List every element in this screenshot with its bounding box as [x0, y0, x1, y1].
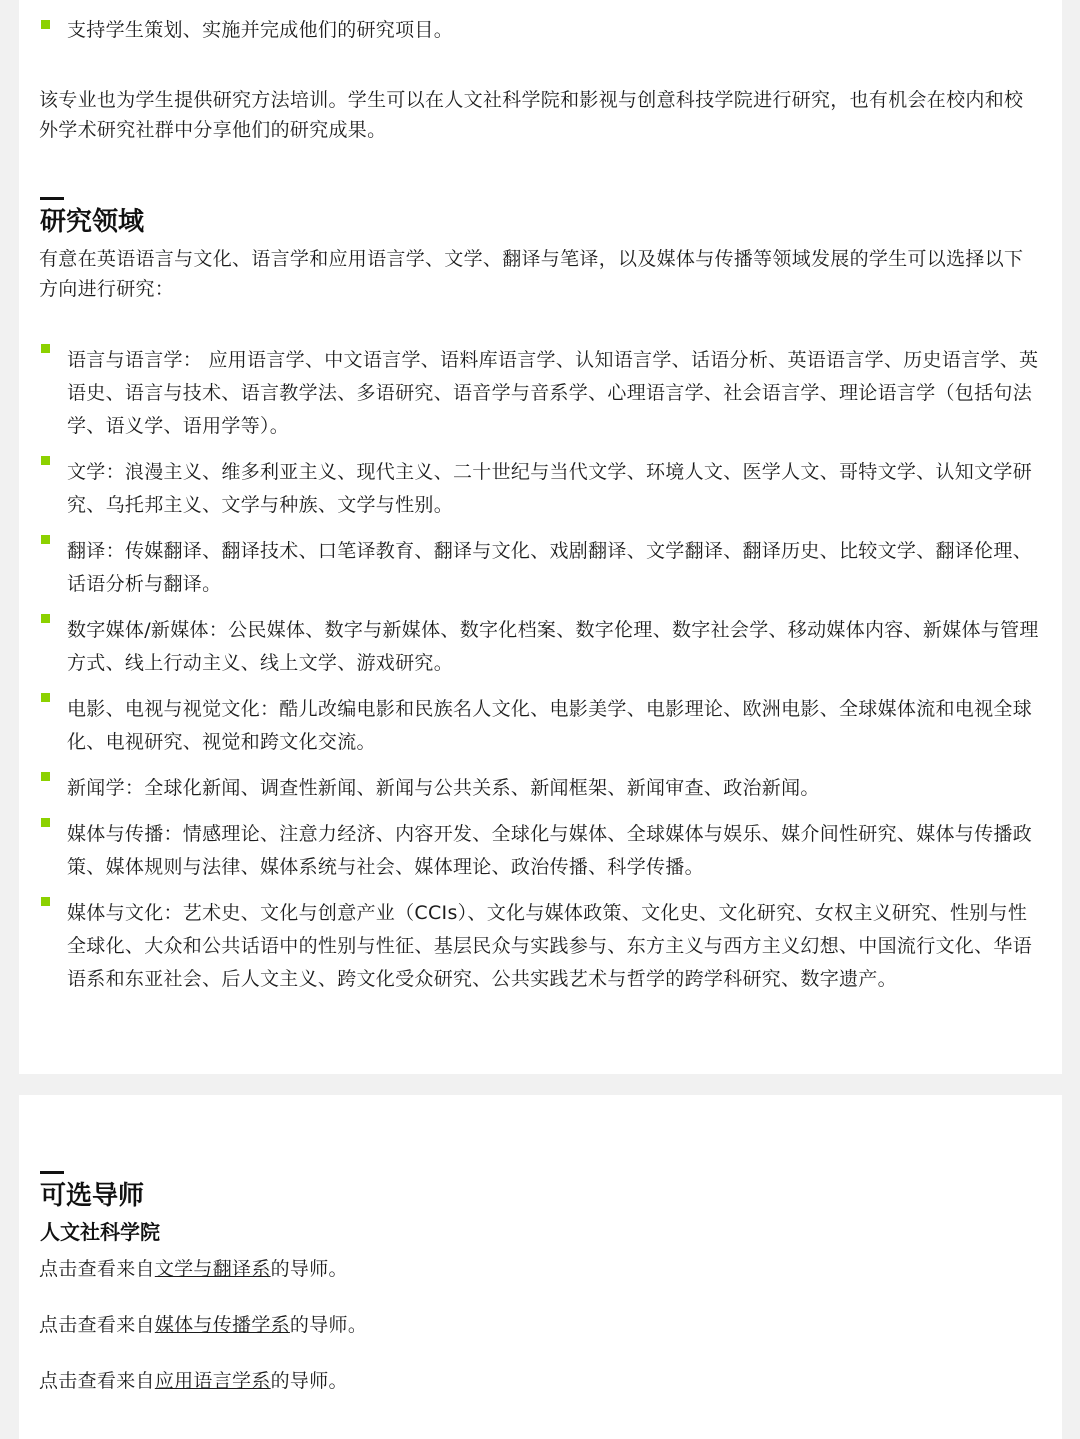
- list-item-text: 媒体与传播：情感理论、注意力经济、内容开发、全球化与媒体、全球媒体与娱乐、媒介间性研究、媒体与传播政策、媒体规则与法律、媒体系统与社会、媒体理论、政治传播、科学传播。: [67, 823, 1033, 878]
- list-item: [19, 772, 1062, 805]
- research-description: 有意在英语语言与文化、语言学和应用语言学、文学、翻译与笔译，以及媒体与传播等领域发展的学生可以选择以下方向进行研究：: [39, 248, 1024, 300]
- research-card: [19, 0, 1062, 1074]
- green-bullet-icon: [41, 535, 50, 544]
- supervisor-link-row: [39, 1310, 1042, 1340]
- school-heading: 人文社科学院: [40, 1220, 160, 1244]
- research-heading: 研究领域: [40, 207, 145, 237]
- top-bullet: [19, 14, 1062, 47]
- link-prefix: 点击查看来自: [39, 1258, 155, 1280]
- list-item-text: 文学：浪漫主义、维多利亚主义、现代主义、二十世纪与当代文学、环境人文、医学人文、哥特文学、认知文学研究、乌托邦主义、文学与种族、文学与性别。: [67, 461, 1033, 516]
- dept-literature-translation-link[interactable]: 文学与翻译系: [154, 1258, 271, 1280]
- green-bullet-icon: [41, 456, 50, 465]
- green-bullet-icon: [41, 693, 50, 702]
- link-suffix: 的导师。: [270, 1258, 348, 1280]
- top-bullet-text: 支持学生策划、实施并完成他们的研究项目。: [67, 19, 454, 41]
- link-prefix: 点击查看来自: [39, 1314, 155, 1336]
- list-item: [19, 897, 1062, 996]
- heading-accent-bar: [40, 1171, 64, 1174]
- green-bullet-icon: [41, 344, 50, 353]
- green-bullet-icon: [41, 897, 50, 906]
- intro-paragraph: 该专业也为学生提供研究方法培训。学生可以在人文社科学院和影视与创意科技学院进行研究，也有机会在校内和校外学术研究社群中分享他们的研究成果。: [39, 89, 1024, 141]
- dept-media-communication-link[interactable]: 媒体与传播学系: [154, 1314, 290, 1336]
- green-bullet-icon: [41, 818, 50, 827]
- list-item: [19, 456, 1062, 522]
- list-item: [19, 535, 1062, 601]
- list-item: [19, 818, 1062, 884]
- supervisor-link-row: [39, 1254, 1042, 1284]
- link-suffix: 的导师。: [289, 1314, 368, 1336]
- green-bullet-icon: [41, 614, 50, 623]
- dept-applied-linguistics-link[interactable]: 应用语言学系: [154, 1370, 271, 1392]
- list-item: [19, 614, 1062, 680]
- list-item-text: 新闻学：全球化新闻、调查性新闻、新闻与公共关系、新闻框架、新闻审查、政治新闻。: [67, 777, 820, 799]
- green-bullet-icon: [41, 772, 50, 781]
- list-item: [19, 693, 1062, 759]
- list-item-text: 翻译：传媒翻译、翻译技术、口笔译教育、翻译与文化、戏剧翻译、文学翻译、翻译历史、比较文学、翻译伦理、话语分析与翻译。: [67, 540, 1033, 595]
- green-bullet-icon: [41, 20, 50, 29]
- supervisors-card: [19, 1095, 1062, 1439]
- heading-accent-bar: [40, 197, 64, 200]
- list-item-text: 数字媒体/新媒体：公民媒体、数字与新媒体、数字化档案、数字伦理、数字社会学、移动媒体内容、新媒体与管理方式、线上行动主义、线上文学、游戏研究。: [67, 619, 1039, 674]
- list-item-text: 媒体与文化：艺术史、文化与创意产业（CCIs）、文化与媒体政策、文化史、文化研究、女权主义研究、性别与性全球化、大众和公共话语中的性别与性征、基层民众与实践参与、东方主义与西方主义幻想、中国流行文化、华语语系和东亚社会、后人文主义、跨文化受众研究、公共实践艺术与哲学的跨学科研究、数字遗产。: [67, 902, 1033, 990]
- link-prefix: 点击查看来自: [39, 1370, 155, 1392]
- link-suffix: 的导师。: [270, 1370, 348, 1392]
- supervisors-heading: 可选导师: [40, 1181, 145, 1211]
- research-areas-list: [19, 344, 1062, 996]
- list-item-text: 电影、电视与视觉文化：酷儿改编电影和民族名人文化、电影美学、电影理论、欧洲电影、全球媒体流和电视全球化、电视研究、视觉和跨文化交流。: [67, 698, 1033, 753]
- list-item: [19, 344, 1062, 443]
- supervisor-link-row: [39, 1366, 1042, 1396]
- list-item-text: 语言与语言学： 应用语言学、中文语言学、语料库语言学、认知语言学、话语分析、英语语言学、历史语言学、英语史、语言与技术、语言教学法、多语研究、语音学与音系学、心理语言学、社会语言学、理论语言学（包括句法学、语义学、语用学等）。: [67, 349, 1039, 437]
